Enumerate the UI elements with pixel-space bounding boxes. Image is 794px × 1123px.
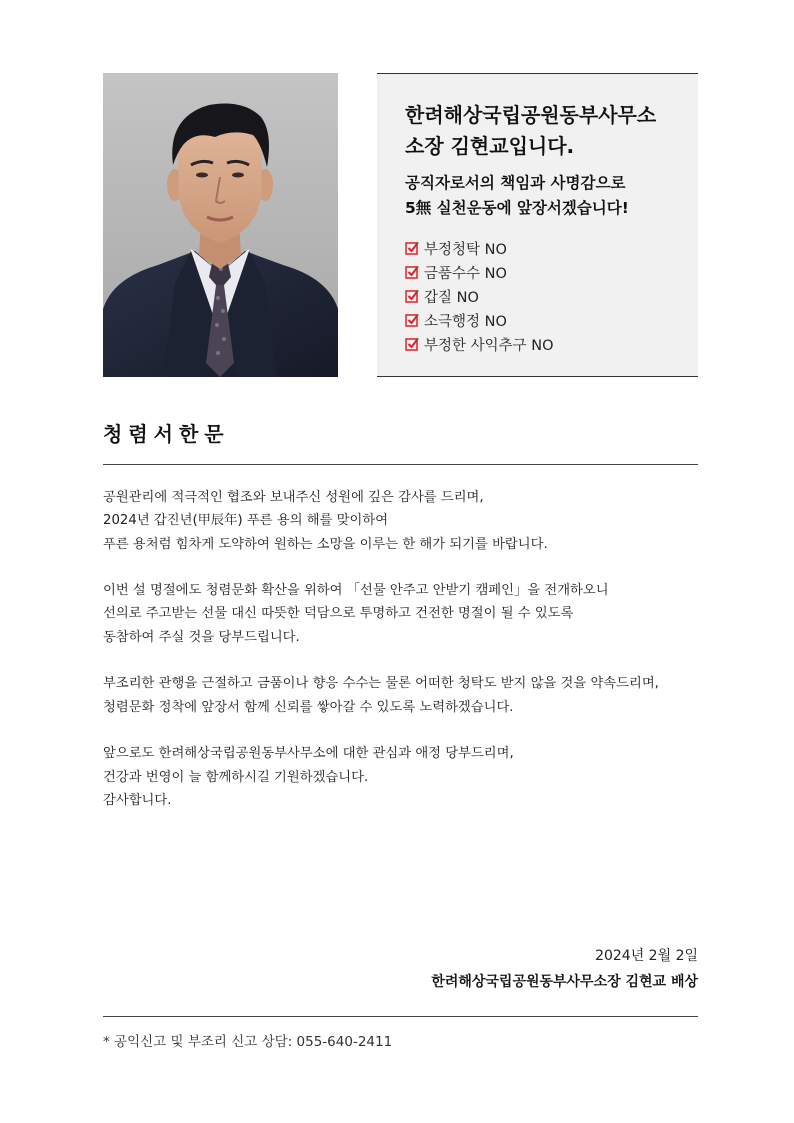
report-hotline-note: * 공익신고 및 부조리 신고 상담: 055-640-2411 <box>103 1034 393 1050</box>
checkbox-checked-icon <box>405 337 419 351</box>
checkbox-checked-icon <box>405 241 419 255</box>
profile-title-line: 소장 김현교입니다. <box>405 134 575 158</box>
checklist-item-label: 갑질 NO <box>424 289 479 306</box>
pledge-checklist <box>405 236 698 356</box>
heading-divider <box>103 464 698 465</box>
letter-paragraph <box>103 742 703 812</box>
letter-paragraph <box>103 486 703 556</box>
letter-line: 이번 설 명절에도 청렴문화 확산을 위하여 「선물 안주고 안받기 캠페인」을 전개하오니 <box>103 583 609 599</box>
letter-date: 2024년 2월 2일 <box>595 948 698 964</box>
checkbox-checked-icon <box>405 289 419 303</box>
pledge-info-box <box>377 73 698 377</box>
letter-signature: 한려해상국립공원동부사무소장 김현교 배상 <box>431 974 698 990</box>
profile-subtitle <box>405 171 698 221</box>
letter-line: 청렴문화 정착에 앞장서 함께 신뢰를 쌓아갈 수 있도록 노력하겠습니다. <box>103 699 514 715</box>
director-portrait-photo <box>103 73 338 377</box>
letter-line: 부조리한 관행을 근절하고 금품이나 향응 수수는 물론 어떠한 청탁도 받지 않을 것을 약속드리며, <box>103 676 659 692</box>
checkbox-checked-icon <box>405 313 419 327</box>
checklist-item-label: 부정한 사익추구 NO <box>424 337 554 354</box>
checklist-item <box>405 260 698 284</box>
checklist-item-label: 소극행정 NO <box>424 313 507 330</box>
profile-title <box>405 100 698 162</box>
checklist-item-label: 부정청탁 NO <box>424 241 507 258</box>
letter-line: 공원관리에 적극적인 협조와 보내주신 성원에 깊은 감사를 드리며, <box>103 490 484 505</box>
letter-heading: 청렴서한문 <box>103 422 230 446</box>
letter-line: 건강과 번영이 늘 함께하시길 기원하겠습니다. <box>103 769 369 785</box>
checklist-item-label: 금품수수 NO <box>424 265 507 282</box>
checklist-item <box>405 284 698 308</box>
letter-line: 감사합니다. <box>103 792 172 808</box>
checklist-item <box>405 308 698 332</box>
letter-line: 선의로 주고받는 선물 대신 따뜻한 덕담으로 투명하고 건전한 명절이 될 수 있도록 <box>103 606 574 622</box>
checklist-item <box>405 332 698 356</box>
letter-paragraph <box>103 672 703 719</box>
letter-line: 푸른 용처럼 힘차게 도약하여 원하는 소망을 이루는 한 해가 되기를 바랍니다. <box>103 536 548 552</box>
checkbox-checked-icon <box>405 265 419 279</box>
letter-line: 2024년 갑진년(甲辰年) 푸른 용의 해를 맞이하여 <box>103 513 389 529</box>
profile-subtitle-line: 공직자로서의 책임과 사명감으로 <box>405 174 626 192</box>
letter-line: 앞으로도 한려해상국립공원동부사무소에 대한 관심과 애정 당부드리며, <box>103 746 514 762</box>
checklist-item <box>405 236 698 260</box>
letter-line: 동참하여 주실 것을 당부드립니다. <box>103 629 300 645</box>
letter-body <box>103 486 703 835</box>
profile-subtitle-line: 5無 실천운동에 앞장서겠습니다! <box>405 199 629 217</box>
letter-paragraph <box>103 579 703 649</box>
profile-title-line: 한려해상국립공원동부사무소 <box>405 103 657 127</box>
footer-divider <box>103 1016 698 1017</box>
